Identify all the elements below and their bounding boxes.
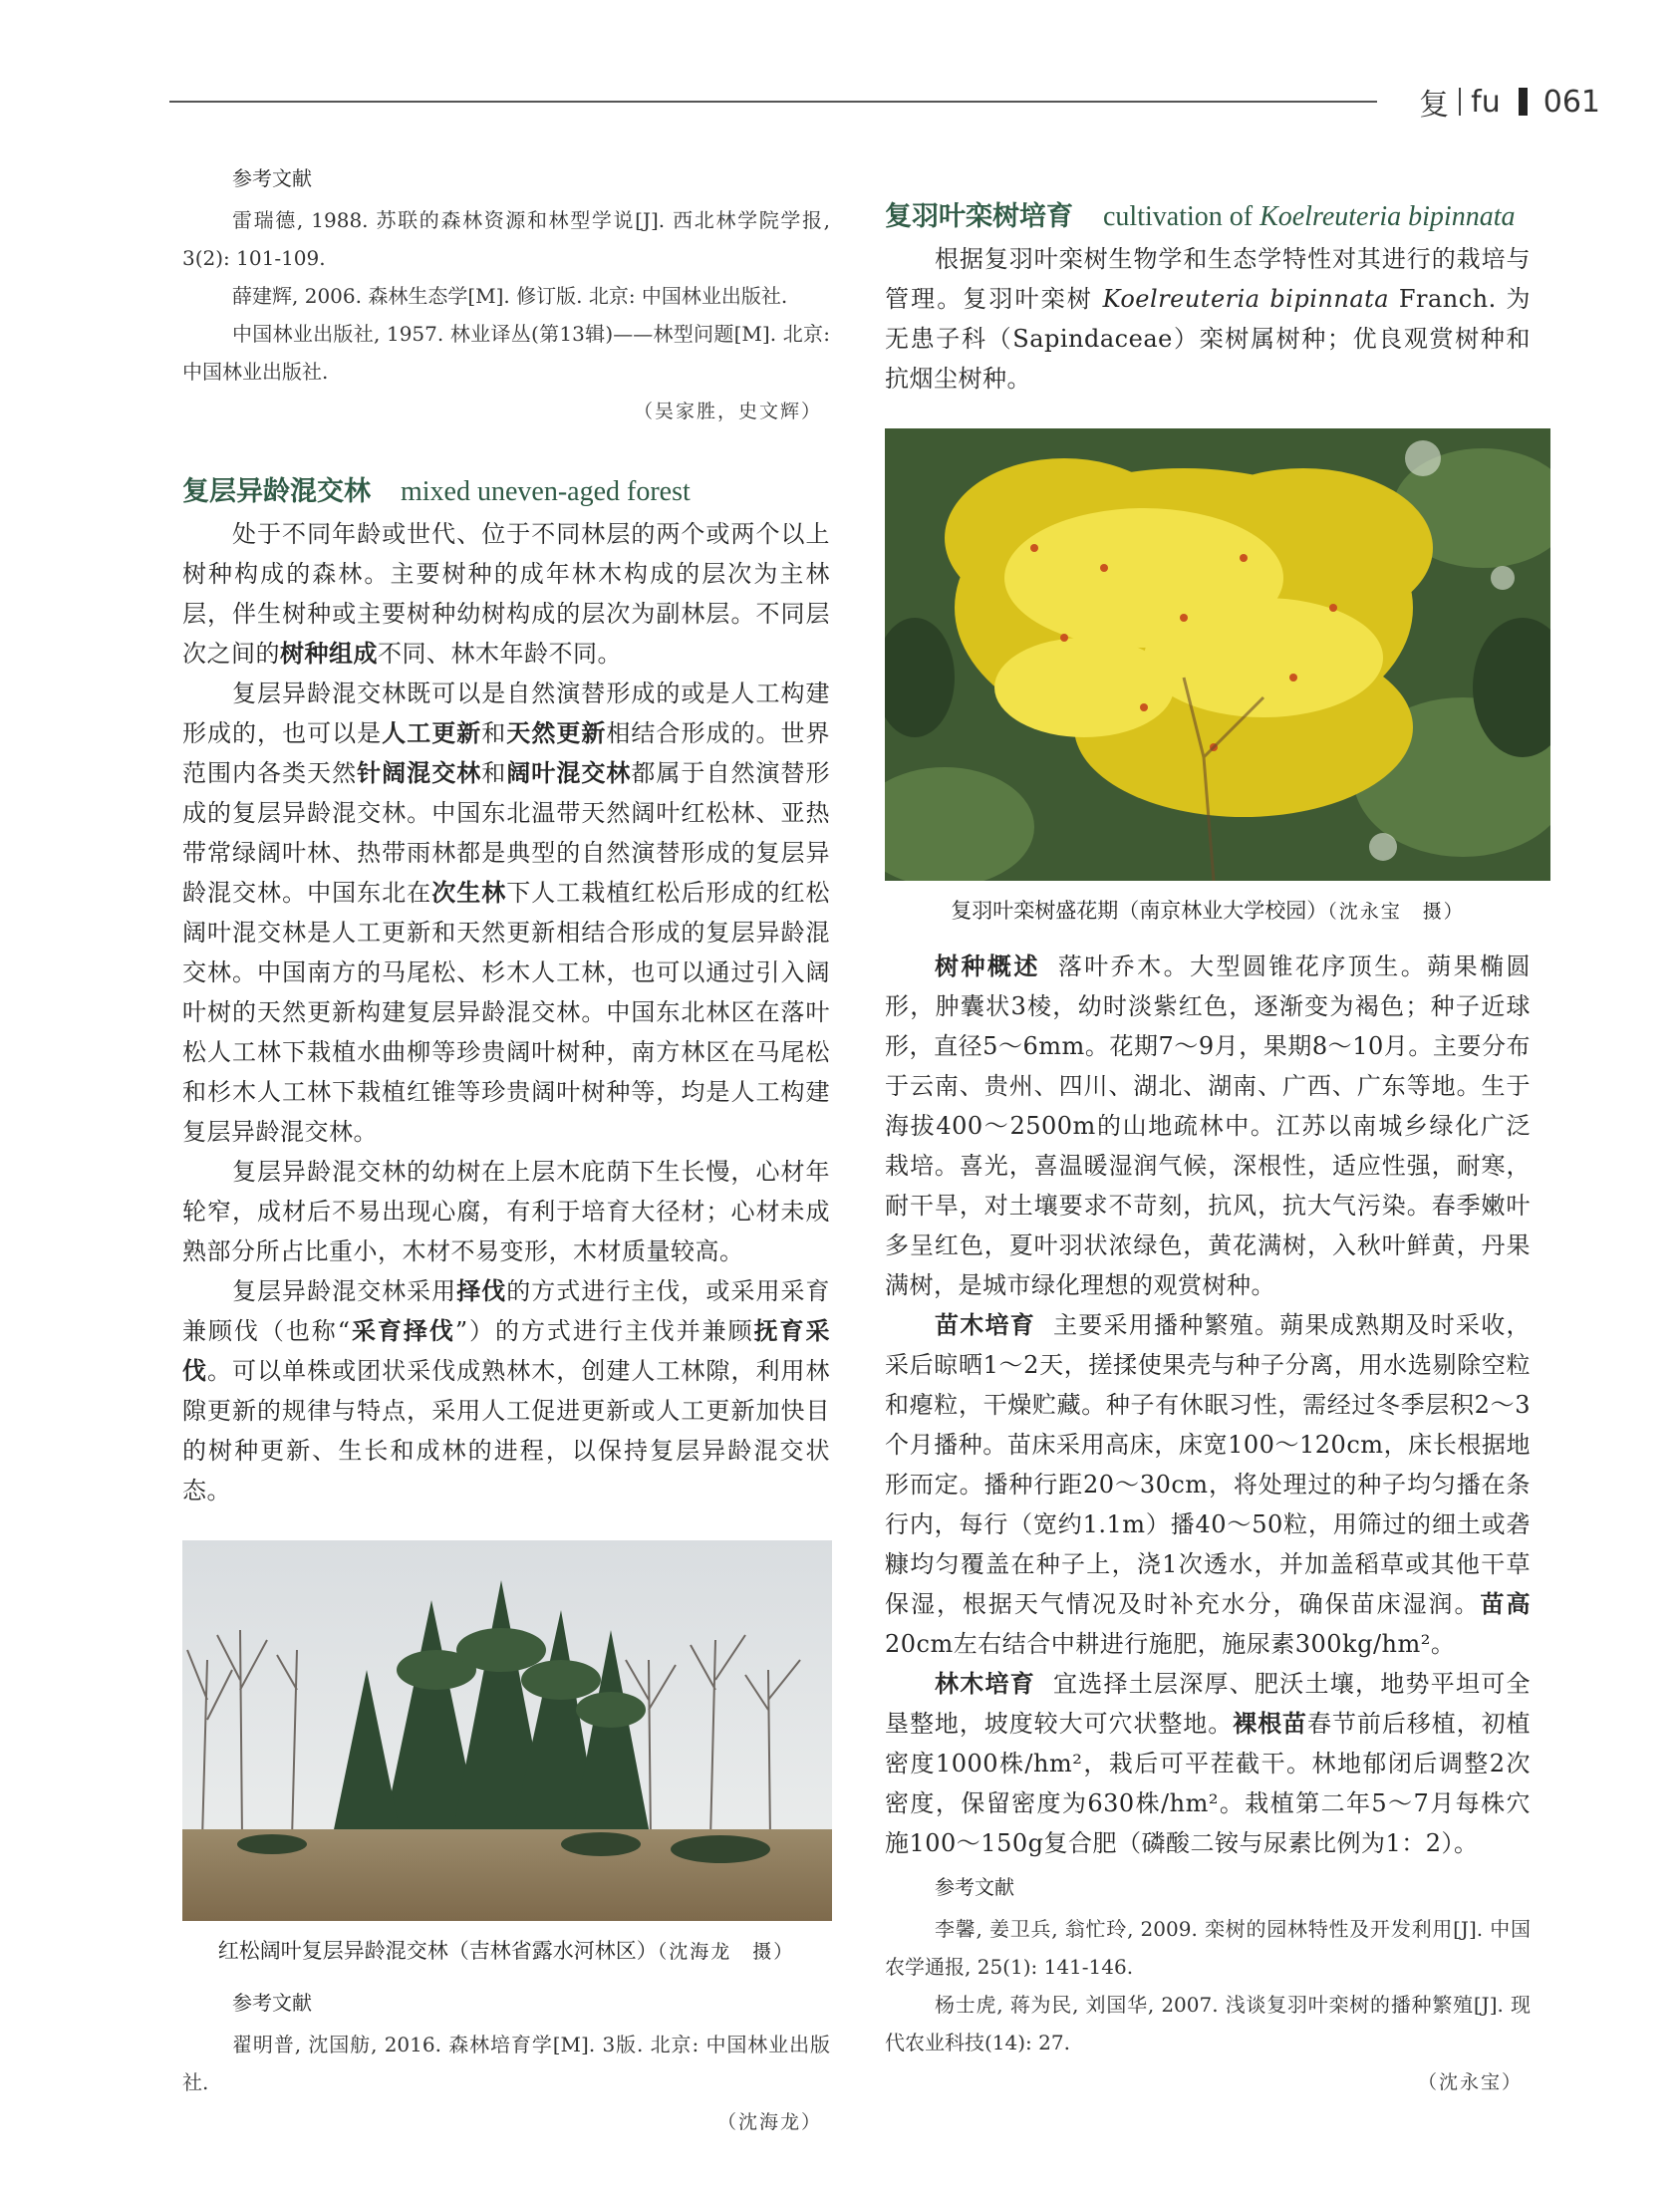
entry-title-zh: 复层异龄混交林 [182, 476, 371, 507]
page-header [1419, 80, 1600, 124]
cross-reference-term[interactable]: 天然更新 [506, 719, 607, 747]
entry-title-en: cultivation of Koelreuteria bipinnata [1103, 201, 1516, 232]
paragraph: 复层异龄混交林既可以是自然演替形成的或是人工构建形成的，也可以是人工更新和天然更新相结合形成的。世界范围内各类天然针阔混交林和阔叶混交林都属于自然演替形成的复层异龄混交林。中国东北温带天然阔叶红松林、亚热带常绿阔叶林、热带雨林都是典型的自然演替形成的复层异龄混交林。中国东北在次生林下人工栽植红松后形成的红松阔叶混交林是人工更新和天然更新相结合形成的复层异龄混交林。中国南方的马尾松、杉木人工林，也可以通过引入阔叶树的天然更新构建复层异龄混交林。中国东北林区在落叶松人工林下栽植水曲柳等珍贵阔叶树种，南方林区在马尾松和杉木人工林下栽植红锥等珍贵阔叶树种等，均是人工构建复层异龄混交林。 [182, 680, 831, 1146]
flowering-tree-photo [885, 428, 1550, 881]
entry-title-zh: 复羽叶栾树培育 [885, 201, 1073, 232]
cross-reference-term[interactable]: 树种组成 [280, 640, 378, 668]
reference-item: 李馨, 姜卫兵, 翁忙玲, 2009. 栾树的园林特性及开发利用[J]. 中国农学通报, 25(1): 141-146. [885, 1917, 1531, 1979]
cross-reference-term[interactable]: 采育择伐 [350, 1317, 455, 1345]
entry-authors: （沈海龙） [716, 2111, 822, 2133]
entry-authors: （吴家胜，史文辉） [633, 401, 822, 422]
section-heading: 树种概述 [935, 953, 1040, 980]
header-rule [169, 101, 1377, 103]
scientific-name: Koelreuteria bipinnata [1102, 285, 1390, 313]
reference-item: 翟明普, 沈国舫, 2016. 森林培育学[M]. 3版. 北京: 中国林业出版社. [182, 2033, 830, 2094]
section-heading: 林木培育 [935, 1670, 1035, 1698]
paragraph: 树种概述 落叶乔木。大型圆锥花序顶生。蒴果椭圆形，肿囊状3棱，幼时淡紫红色，逐渐变为褐色；种子近球形，直径5～6mm。花期7～9月，果期8～10月。主要分布于云南、贵州、四川、湖北、湖南、广西、广东等地。生于海拔400～2500m的山地疏林中。江苏以南城乡绿化广泛栽培。喜光，喜温暖湿润气候，深根性，适应性强，耐寒，耐干旱，对土壤要求不苛刻，抗风，抗大气污染。春季嫩叶多呈红色，夏叶羽状浓绿色，黄花满树，入秋叶鲜黄，丹果满树，是城市绿化理想的观赏树种。 [885, 953, 1532, 1299]
references-heading: 参考文献 [935, 1875, 1014, 1899]
paragraph: 复层异龄混交林的幼树在上层木庇荫下生长慢，心材年轮窄，成材后不易出现心腐，有利于培育大径材；心材未成熟部分所占比重小，木材不易变形，木材质量较高。 [182, 1158, 830, 1265]
left-column [182, 154, 830, 2134]
paragraph: 根据复羽叶栾树生物学和生态学特性对其进行的栽培与管理。复羽叶栾树 Koelreuteria bipinnata Franch. 为无患子科（Sapindaceae）栾树属树种；优良观赏树种和抗烟尘树种。 [885, 245, 1531, 393]
cross-reference-term[interactable]: 人工更新 [382, 719, 482, 747]
cross-reference-term[interactable]: 择伐 [456, 1277, 507, 1305]
entry-title-en: mixed uneven-aged forest [401, 476, 691, 507]
reference-item: 薛建辉, 2006. 森林生态学[M]. 修订版. 北京: 中国林业出版社. [232, 284, 788, 308]
reference-item: 中国林业出版社, 1957. 林业译丛(第13辑)——林型问题[M]. 北京: 中国林业出版社. [182, 322, 830, 384]
photo-credit: （沈永宝 摄） [1327, 901, 1465, 923]
entry-title-koelreuteria [885, 194, 1531, 233]
cross-reference-term[interactable]: 裸根苗 [1233, 1710, 1307, 1738]
page-number: 061 [1542, 84, 1600, 120]
references-heading: 参考文献 [232, 1991, 312, 2015]
forest-photo [182, 1540, 832, 1921]
references-heading: 参考文献 [232, 166, 312, 190]
cross-reference-term[interactable]: 抚育采伐 [182, 1317, 830, 1385]
header-separator [1459, 88, 1461, 116]
reference-item: 杨士虎, 蒋为民, 刘国华, 2007. 浅谈复羽叶栾树的播种繁殖[J]. 现代农业科技(14): 27. [885, 1993, 1531, 2054]
photo-credit: （沈海龙 摄） [657, 1941, 795, 1963]
cross-reference-term[interactable]: 阔叶混交林 [506, 759, 632, 787]
reference-item: 雷瑞德, 1988. 苏联的森林资源和林型学说[J]. 西北林学院学报, 3(2): 101-109. [182, 208, 830, 270]
cross-reference-term[interactable]: 次生林 [431, 879, 507, 907]
header-pinyin: fu [1471, 84, 1501, 120]
right-column [885, 194, 1531, 2094]
cross-reference-term[interactable]: 针阔混交林 [357, 759, 482, 787]
entry-title-mixed-forest [182, 469, 830, 508]
paragraph: 复层异龄混交林采用择伐的方式进行主伐，或采用采育兼顾伐（也称“采育择伐”）的方式进行主伐并兼顾抚育采伐。可以单株或团状采伐成熟林木，创建人工林隙，利用林隙更新的规律与特点，采用人工促进更新或人工更新加快目的树种更新、生长和成林的进程，以保持复层异龄混交状态。 [182, 1277, 831, 1504]
photo-caption: 复羽叶栾树盛花期（南京林业大学校园）（沈永宝 摄） [951, 899, 1465, 923]
paragraph: 处于不同年龄或世代、位于不同林层的两个或两个以上树种构成的森林。主要树种的成年林木构成的层次为主林层，伴生树种或主要树种幼树构成的层次为副林层。不同层次之间的树种组成不同、林木年龄不同。 [182, 520, 830, 668]
header-block-mark [1519, 88, 1528, 116]
paragraph: 苗木培育 主要采用播种繁殖。蒴果成熟期及时采收，采后晾晒1～2天，搓揉使果壳与种子分离，用水选剔除空粒和瘪粒，干燥贮藏。种子有休眠习性，需经过冬季层积2～3个月播种。苗床采用高床，床宽100～120cm，床长根据地形而定。播种行距20～30cm，将处理过的种子均匀播在条行内，每行（宽约1.1m）播40～50粒，用筛过的细土或砻糠均匀覆盖在种子上，浇1次透水，并加盖稻草或其他干草保湿，根据天气情况及时补充水分，确保苗床湿润。苗高20cm左右结合中耕进行施肥，施尿素300kg/hm²。 [885, 1311, 1532, 1658]
paragraph: 林木培育 宜选择土层深厚、肥沃土壤，地势平坦可全垦整地，坡度较大可穴状整地。裸根苗春节前后移植，初植密度1000株/hm²，栽后可平茬截干。林地郁闭后调整2次密度，保留密度为630株/hm²。栽植第二年5～7月每株穴施100～150g复合肥（磷酸二铵与尿素比例为1：2）。 [885, 1670, 1532, 1857]
photo-caption: 红松阔叶复层异龄混交林（吉林省露水河林区）（沈海龙 摄） [217, 1939, 795, 1963]
entry-authors: （沈永宝） [1417, 2071, 1523, 2093]
section-heading: 苗木培育 [935, 1311, 1035, 1339]
cross-reference-term[interactable]: 苗高 [1480, 1590, 1532, 1618]
header-section: 复 [1419, 88, 1450, 123]
